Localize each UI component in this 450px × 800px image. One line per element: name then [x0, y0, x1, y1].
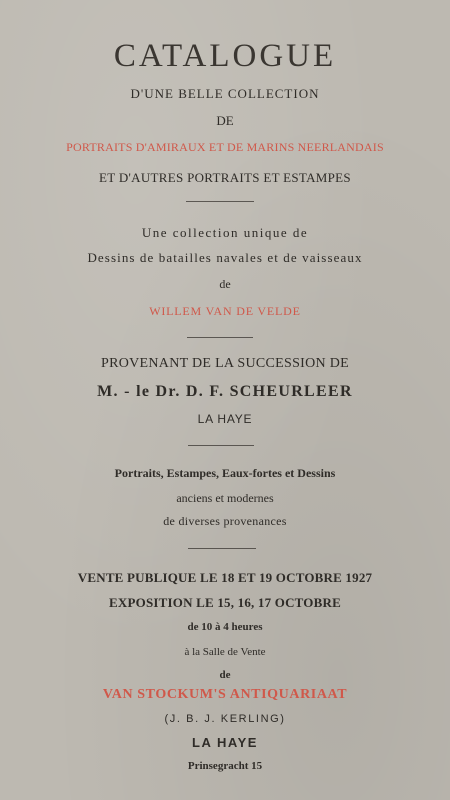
divider-3	[188, 445, 254, 446]
collection-subtitle: D'UNE BELLE COLLECTION	[130, 86, 320, 101]
hours-line: de 10 à 4 heures	[187, 621, 263, 633]
prints-line: Portraits, Estampes, Eaux-fortes et Dessins	[114, 466, 336, 480]
collector-name: M. - le Dr. D. F. SCHEURLEER	[97, 383, 353, 400]
ancient-modern-line: anciens et modernes	[176, 491, 274, 505]
catalogue-title: CATALOGUE	[113, 38, 337, 74]
naval-drawings-line: Dessins de batailles navales et de vaisseaux	[87, 250, 363, 265]
connector-de: DE	[216, 113, 234, 128]
other-portraits-line: ET D'AUTRES PORTRAITS ET ESTAMPES	[99, 170, 351, 185]
connector-de-lower: de	[219, 277, 231, 291]
provenances-line: de diverses provenances	[163, 514, 287, 528]
auction-city: LA HAYE	[192, 735, 258, 750]
provenance-line: PROVENANT DE LA SUCCESSION DE	[100, 356, 350, 371]
exhibition-dates-line: EXPOSITION LE 15, 16, 17 OCTOBRE	[109, 595, 341, 610]
divider-2	[187, 337, 253, 338]
auction-house-name: VAN STOCKUM'S ANTIQUARIAAT	[102, 687, 348, 702]
auction-address: Prinsegracht 15	[187, 760, 263, 772]
venue-line: à la Salle de Vente	[184, 646, 266, 658]
collector-city: LA HAYE	[197, 412, 253, 426]
divider-1	[186, 201, 254, 202]
unique-collection-line: Une collection unique de	[141, 225, 309, 240]
highlight-admirals: PORTRAITS D'AMIRAUX ET DE MARINS NEERLANDAIS	[66, 140, 384, 154]
divider-4	[188, 548, 256, 549]
proprietor-line: (J. B. J. KERLING)	[164, 713, 286, 725]
connector-de-sale: de	[219, 669, 231, 681]
sale-dates-line: VENTE PUBLIQUE LE 18 ET 19 OCTOBRE 1927	[77, 570, 373, 585]
artist-name: WILLEM VAN DE VELDE	[149, 304, 301, 318]
